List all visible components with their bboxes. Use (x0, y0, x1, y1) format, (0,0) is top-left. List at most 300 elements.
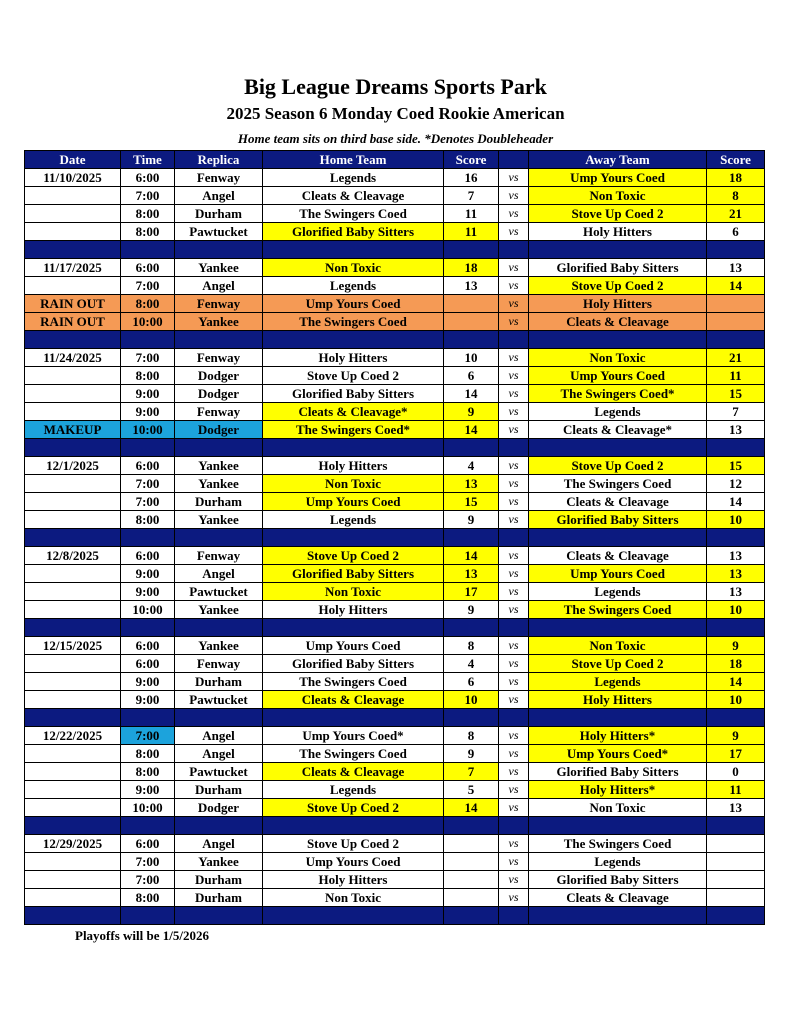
time-cell: 8:00 (121, 745, 175, 763)
home-team-cell: Glorified Baby Sitters (263, 385, 444, 403)
away-team-cell: Stove Up Coed 2 (529, 655, 707, 673)
game-row (25, 367, 765, 385)
col-time: Time (121, 151, 175, 169)
away-score-cell: 6 (707, 223, 765, 241)
separator-cell (263, 241, 444, 259)
home-score-cell: 13 (444, 565, 499, 583)
home-team-cell: Stove Up Coed 2 (263, 835, 444, 853)
replica-cell: Yankee (175, 853, 263, 871)
separator-cell (499, 619, 529, 637)
date-cell (25, 871, 121, 889)
vs-cell: vs (499, 565, 529, 583)
time-cell: 7:00 (121, 853, 175, 871)
replica-cell: Angel (175, 565, 263, 583)
vs-cell: vs (499, 637, 529, 655)
home-team-cell: Non Toxic (263, 259, 444, 277)
home-score-cell: 4 (444, 457, 499, 475)
separator-cell (121, 529, 175, 547)
home-score-cell: 8 (444, 637, 499, 655)
home-score-cell: 8 (444, 727, 499, 745)
away-team-cell: Ump Yours Coed (529, 565, 707, 583)
separator-cell (25, 709, 121, 727)
replica-cell: Durham (175, 673, 263, 691)
vs-cell: vs (499, 223, 529, 241)
vs-cell: vs (499, 475, 529, 493)
away-score-cell: 13 (707, 259, 765, 277)
week-separator (25, 709, 765, 727)
home-team-cell: Cleats & Cleavage (263, 187, 444, 205)
date-cell (25, 691, 121, 709)
time-cell: 8:00 (121, 205, 175, 223)
vs-cell: vs (499, 583, 529, 601)
date-cell: RAIN OUT (25, 313, 121, 331)
time-cell: 6:00 (121, 457, 175, 475)
game-row (25, 673, 765, 691)
separator-cell (529, 241, 707, 259)
away-score-cell: 15 (707, 457, 765, 475)
date-cell (25, 745, 121, 763)
time-cell: 6:00 (121, 655, 175, 673)
away-score-cell: 10 (707, 601, 765, 619)
vs-cell: vs (499, 403, 529, 421)
away-team-cell: Cleats & Cleavage (529, 889, 707, 907)
replica-cell: Pawtucket (175, 691, 263, 709)
separator-cell (25, 529, 121, 547)
game-row (25, 493, 765, 511)
separator-cell (263, 439, 444, 457)
away-score-cell: 21 (707, 349, 765, 367)
away-score-cell (707, 889, 765, 907)
replica-cell: Yankee (175, 475, 263, 493)
away-team-cell: Non Toxic (529, 637, 707, 655)
home-score-cell: 9 (444, 601, 499, 619)
separator-cell (707, 529, 765, 547)
away-team-cell: Glorified Baby Sitters (529, 763, 707, 781)
game-row (25, 835, 765, 853)
col-home-score: Score (444, 151, 499, 169)
separator-cell (121, 709, 175, 727)
col-away-score: Score (707, 151, 765, 169)
separator-cell (707, 439, 765, 457)
game-row (25, 277, 765, 295)
time-cell: 10:00 (121, 421, 175, 439)
home-score-cell: 9 (444, 403, 499, 421)
game-row (25, 421, 765, 439)
date-cell (25, 223, 121, 241)
time-cell: 9:00 (121, 583, 175, 601)
col-replica: Replica (175, 151, 263, 169)
time-cell: 7:00 (121, 349, 175, 367)
vs-cell: vs (499, 169, 529, 187)
away-score-cell: 7 (707, 403, 765, 421)
page-note: Home team sits on third base side. *Denotes Doubleheader (237, 131, 554, 146)
replica-cell: Angel (175, 277, 263, 295)
away-score-cell: 13 (707, 799, 765, 817)
home-team-cell: Glorified Baby Sitters (263, 223, 444, 241)
separator-cell (121, 619, 175, 637)
date-cell: RAIN OUT (25, 295, 121, 313)
game-row (25, 655, 765, 673)
away-score-cell (707, 871, 765, 889)
away-team-cell: The Swingers Coed (529, 601, 707, 619)
separator-cell (263, 529, 444, 547)
home-score-cell: 10 (444, 691, 499, 709)
vs-cell: vs (499, 853, 529, 871)
replica-cell: Dodger (175, 421, 263, 439)
separator-cell (529, 907, 707, 925)
date-cell (25, 565, 121, 583)
away-team-cell: Ump Yours Coed* (529, 745, 707, 763)
vs-cell: vs (499, 457, 529, 475)
separator-cell (263, 709, 444, 727)
away-score-cell: 15 (707, 385, 765, 403)
col-vs (499, 151, 529, 169)
date-cell (25, 367, 121, 385)
page-title: Big League Dreams Sports Park (244, 74, 547, 99)
away-team-cell: Legends (529, 673, 707, 691)
vs-cell: vs (499, 511, 529, 529)
away-score-cell: 18 (707, 169, 765, 187)
away-score-cell: 21 (707, 205, 765, 223)
time-cell: 8:00 (121, 511, 175, 529)
away-score-cell: 13 (707, 565, 765, 583)
home-team-cell: Non Toxic (263, 583, 444, 601)
vs-cell: vs (499, 673, 529, 691)
time-cell: 9:00 (121, 781, 175, 799)
away-team-cell: Glorified Baby Sitters (529, 871, 707, 889)
replica-cell: Fenway (175, 655, 263, 673)
away-team-cell: Cleats & Cleavage* (529, 421, 707, 439)
home-team-cell: Ump Yours Coed* (263, 727, 444, 745)
separator-cell (707, 619, 765, 637)
home-score-cell: 14 (444, 799, 499, 817)
time-cell: 10:00 (121, 313, 175, 331)
separator-cell (499, 709, 529, 727)
separator-cell (25, 907, 121, 925)
game-row (25, 349, 765, 367)
home-score-cell: 9 (444, 511, 499, 529)
date-cell (25, 673, 121, 691)
time-cell: 10:00 (121, 601, 175, 619)
separator-cell (529, 619, 707, 637)
home-score-cell: 7 (444, 187, 499, 205)
replica-cell: Pawtucket (175, 223, 263, 241)
game-row (25, 295, 765, 313)
home-score-cell: 13 (444, 277, 499, 295)
away-team-cell: Holy Hitters (529, 223, 707, 241)
away-score-cell: 8 (707, 187, 765, 205)
schedule-table (24, 150, 765, 925)
home-score-cell: 5 (444, 781, 499, 799)
away-team-cell: Stove Up Coed 2 (529, 277, 707, 295)
away-team-cell: The Swingers Coed (529, 835, 707, 853)
away-score-cell: 9 (707, 727, 765, 745)
schedule-body (25, 169, 765, 925)
replica-cell: Durham (175, 205, 263, 223)
separator-cell (175, 619, 263, 637)
separator-cell (263, 331, 444, 349)
date-cell (25, 601, 121, 619)
home-team-cell: The Swingers Coed (263, 313, 444, 331)
away-team-cell: Ump Yours Coed (529, 169, 707, 187)
game-row (25, 511, 765, 529)
game-row (25, 853, 765, 871)
vs-cell: vs (499, 763, 529, 781)
home-team-cell: Ump Yours Coed (263, 853, 444, 871)
separator-cell (707, 817, 765, 835)
away-score-cell: 11 (707, 781, 765, 799)
away-team-cell: Cleats & Cleavage (529, 313, 707, 331)
home-team-cell: Legends (263, 511, 444, 529)
game-row (25, 205, 765, 223)
separator-cell (499, 331, 529, 349)
away-score-cell: 10 (707, 691, 765, 709)
away-team-cell: Holy Hitters* (529, 781, 707, 799)
week-separator (25, 439, 765, 457)
away-score-cell: 13 (707, 583, 765, 601)
game-row (25, 781, 765, 799)
vs-cell: vs (499, 745, 529, 763)
game-row (25, 583, 765, 601)
date-cell (25, 493, 121, 511)
separator-cell (263, 817, 444, 835)
replica-cell: Yankee (175, 259, 263, 277)
home-score-cell: 14 (444, 421, 499, 439)
separator-cell (529, 709, 707, 727)
date-cell (25, 205, 121, 223)
date-cell: 12/22/2025 (25, 727, 121, 745)
separator-cell (707, 331, 765, 349)
date-cell (25, 781, 121, 799)
separator-cell (444, 817, 499, 835)
replica-cell: Angel (175, 745, 263, 763)
replica-cell: Yankee (175, 457, 263, 475)
col-home-team: Home Team (263, 151, 444, 169)
vs-cell: vs (499, 421, 529, 439)
home-score-cell: 6 (444, 673, 499, 691)
time-cell: 7:00 (121, 187, 175, 205)
away-score-cell (707, 835, 765, 853)
separator-cell (121, 907, 175, 925)
date-cell (25, 655, 121, 673)
replica-cell: Yankee (175, 511, 263, 529)
time-cell: 6:00 (121, 637, 175, 655)
replica-cell: Yankee (175, 601, 263, 619)
separator-cell (499, 439, 529, 457)
home-team-cell: Holy Hitters (263, 457, 444, 475)
separator-cell (25, 331, 121, 349)
game-row (25, 601, 765, 619)
replica-cell: Fenway (175, 295, 263, 313)
away-team-cell: Non Toxic (529, 349, 707, 367)
away-team-cell: Glorified Baby Sitters (529, 511, 707, 529)
away-team-cell: Non Toxic (529, 187, 707, 205)
time-cell: 6:00 (121, 259, 175, 277)
vs-cell: vs (499, 655, 529, 673)
time-cell: 8:00 (121, 763, 175, 781)
separator-cell (25, 619, 121, 637)
time-cell: 7:00 (121, 493, 175, 511)
vs-cell: vs (499, 259, 529, 277)
home-score-cell: 7 (444, 763, 499, 781)
separator-cell (444, 331, 499, 349)
replica-cell: Angel (175, 187, 263, 205)
game-row (25, 637, 765, 655)
date-cell: 11/24/2025 (25, 349, 121, 367)
date-cell: 11/17/2025 (25, 259, 121, 277)
separator-cell (529, 439, 707, 457)
date-cell: MAKEUP (25, 421, 121, 439)
away-team-cell: Legends (529, 853, 707, 871)
replica-cell: Durham (175, 871, 263, 889)
away-team-cell: Stove Up Coed 2 (529, 457, 707, 475)
date-cell: 11/10/2025 (25, 169, 121, 187)
home-team-cell: The Swingers Coed (263, 673, 444, 691)
col-date: Date (25, 151, 121, 169)
game-row (25, 727, 765, 745)
separator-cell (25, 817, 121, 835)
home-team-cell: The Swingers Coed* (263, 421, 444, 439)
separator-cell (444, 907, 499, 925)
separator-cell (499, 529, 529, 547)
away-score-cell: 11 (707, 367, 765, 385)
away-team-cell: Holy Hitters* (529, 727, 707, 745)
date-cell (25, 277, 121, 295)
time-cell: 8:00 (121, 889, 175, 907)
date-cell (25, 763, 121, 781)
separator-cell (25, 439, 121, 457)
time-cell: 9:00 (121, 403, 175, 421)
home-score-cell (444, 889, 499, 907)
replica-cell: Pawtucket (175, 583, 263, 601)
week-separator (25, 241, 765, 259)
home-team-cell: Glorified Baby Sitters (263, 655, 444, 673)
date-cell (25, 853, 121, 871)
game-row (25, 691, 765, 709)
replica-cell: Dodger (175, 385, 263, 403)
away-score-cell (707, 313, 765, 331)
game-row (25, 799, 765, 817)
home-score-cell: 6 (444, 367, 499, 385)
separator-cell (444, 709, 499, 727)
time-cell: 8:00 (121, 223, 175, 241)
replica-cell: Durham (175, 889, 263, 907)
away-team-cell: Cleats & Cleavage (529, 547, 707, 565)
replica-cell: Pawtucket (175, 763, 263, 781)
vs-cell: vs (499, 277, 529, 295)
separator-cell (121, 241, 175, 259)
date-cell (25, 511, 121, 529)
vs-cell: vs (499, 889, 529, 907)
vs-cell: vs (499, 871, 529, 889)
separator-cell (444, 529, 499, 547)
separator-cell (175, 529, 263, 547)
date-cell (25, 583, 121, 601)
away-score-cell: 13 (707, 547, 765, 565)
home-team-cell: Ump Yours Coed (263, 295, 444, 313)
home-score-cell: 11 (444, 223, 499, 241)
away-score-cell (707, 853, 765, 871)
home-score-cell: 11 (444, 205, 499, 223)
away-team-cell: The Swingers Coed* (529, 385, 707, 403)
replica-cell: Durham (175, 493, 263, 511)
page-subtitle: 2025 Season 6 Monday Coed Rookie American (226, 104, 565, 123)
date-cell (25, 385, 121, 403)
home-score-cell (444, 853, 499, 871)
home-team-cell: Ump Yours Coed (263, 637, 444, 655)
header-row (25, 151, 765, 169)
game-row (25, 457, 765, 475)
separator-cell (707, 907, 765, 925)
home-team-cell: Holy Hitters (263, 601, 444, 619)
home-team-cell: Non Toxic (263, 475, 444, 493)
game-row (25, 763, 765, 781)
week-separator (25, 529, 765, 547)
separator-cell (499, 241, 529, 259)
away-score-cell: 14 (707, 493, 765, 511)
away-score-cell (707, 295, 765, 313)
time-cell: 6:00 (121, 169, 175, 187)
vs-cell: vs (499, 727, 529, 745)
separator-cell (499, 907, 529, 925)
date-cell (25, 475, 121, 493)
away-score-cell: 10 (707, 511, 765, 529)
week-separator (25, 907, 765, 925)
date-cell (25, 889, 121, 907)
time-cell: 9:00 (121, 385, 175, 403)
date-cell (25, 403, 121, 421)
separator-cell (707, 241, 765, 259)
away-score-cell: 17 (707, 745, 765, 763)
separator-cell (499, 817, 529, 835)
home-team-cell: Legends (263, 277, 444, 295)
away-team-cell: Holy Hitters (529, 295, 707, 313)
replica-cell: Fenway (175, 349, 263, 367)
time-cell: 7:00 (121, 727, 175, 745)
away-team-cell: Non Toxic (529, 799, 707, 817)
separator-cell (263, 907, 444, 925)
separator-cell (25, 241, 121, 259)
home-team-cell: Holy Hitters (263, 349, 444, 367)
away-team-cell: Holy Hitters (529, 691, 707, 709)
home-score-cell (444, 313, 499, 331)
away-score-cell: 14 (707, 673, 765, 691)
home-team-cell: Stove Up Coed 2 (263, 367, 444, 385)
separator-cell (175, 331, 263, 349)
time-cell: 6:00 (121, 547, 175, 565)
away-team-cell: Cleats & Cleavage (529, 493, 707, 511)
separator-cell (444, 439, 499, 457)
separator-cell (707, 709, 765, 727)
replica-cell: Angel (175, 727, 263, 745)
vs-cell: vs (499, 349, 529, 367)
away-team-cell: Legends (529, 583, 707, 601)
week-separator (25, 817, 765, 835)
separator-cell (175, 439, 263, 457)
away-score-cell: 14 (707, 277, 765, 295)
separator-cell (529, 817, 707, 835)
away-team-cell: Ump Yours Coed (529, 367, 707, 385)
vs-cell: vs (499, 799, 529, 817)
date-cell: 12/1/2025 (25, 457, 121, 475)
home-score-cell: 18 (444, 259, 499, 277)
home-team-cell: Stove Up Coed 2 (263, 799, 444, 817)
time-cell: 9:00 (121, 691, 175, 709)
home-team-cell: Non Toxic (263, 889, 444, 907)
replica-cell: Fenway (175, 169, 263, 187)
home-score-cell: 15 (444, 493, 499, 511)
away-score-cell: 12 (707, 475, 765, 493)
